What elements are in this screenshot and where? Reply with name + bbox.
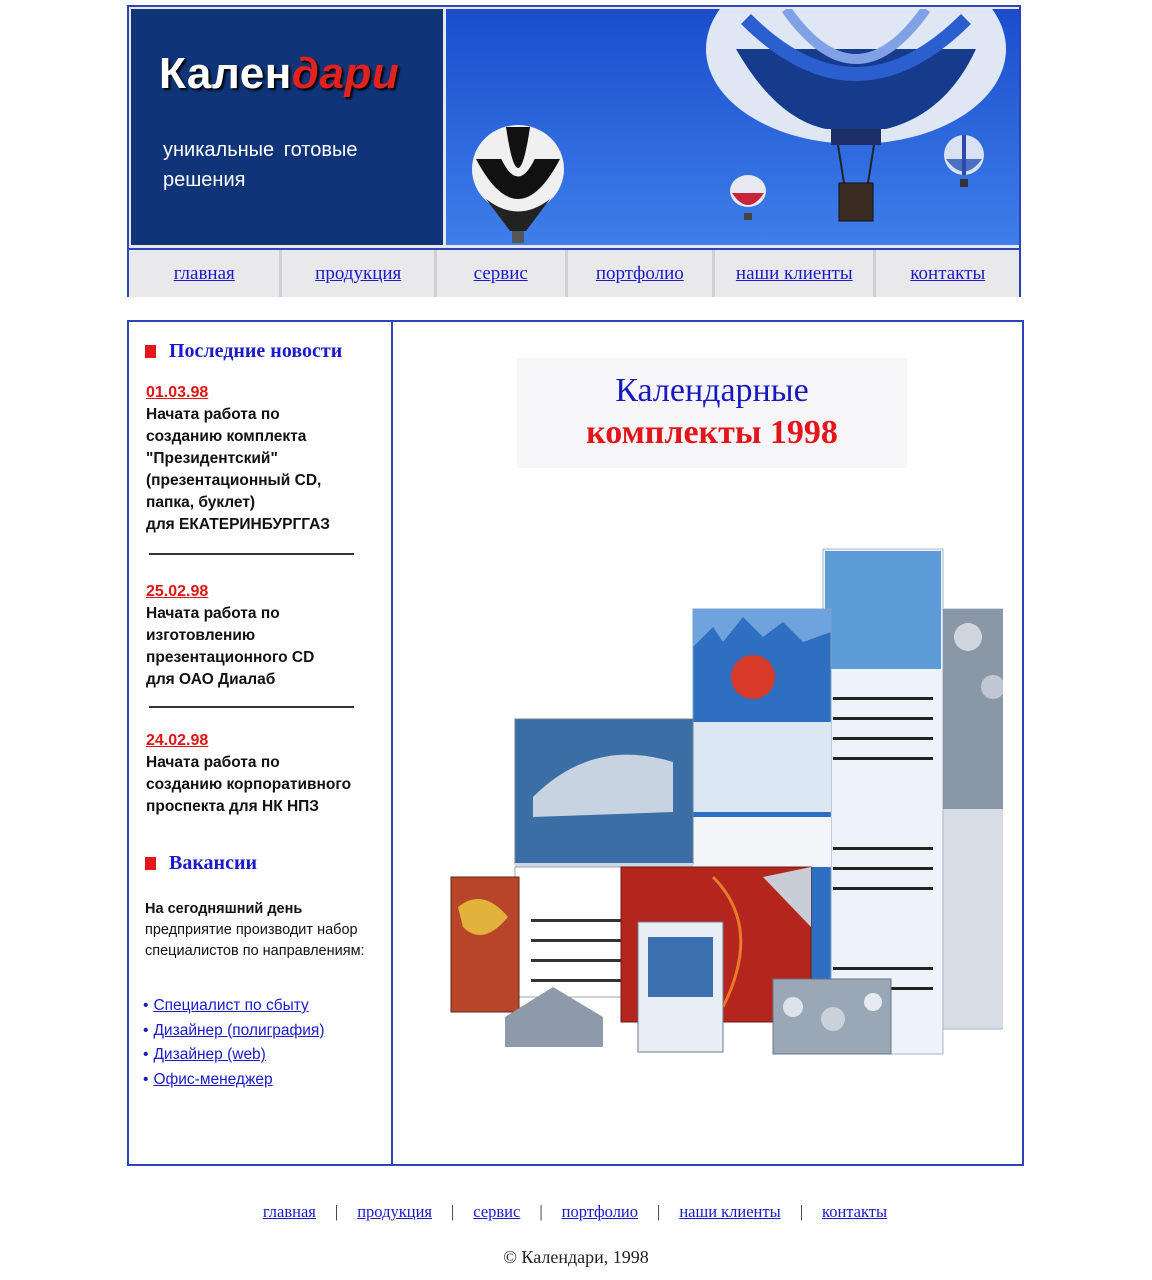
tagline: уникальные готовые решения [163,139,358,191]
vacancy-link[interactable]: Специалист по сбыту [153,997,309,1014]
bullet-icon: • [143,1046,149,1063]
vacancy-link[interactable]: Дизайнер (полиграфия) [153,1021,325,1039]
bullet-icon: • [143,1070,149,1088]
footer-link-contacts[interactable]: контакты [822,1202,888,1221]
nav-link-products[interactable]: продукция [315,262,402,284]
copyright: © Календари, 1998 [503,1247,649,1267]
footer-link-portfolio[interactable]: портфолио [561,1202,639,1221]
footer-link-service[interactable]: сервис [473,1202,521,1221]
main-panel [393,322,1022,1164]
news-item [146,581,376,691]
nav-link-service[interactable]: сервис [473,262,528,284]
nav-cell-service [437,250,568,297]
news-divider [149,553,354,555]
brand-panel [131,9,446,245]
vacancies-heading [145,852,257,875]
news-date-link[interactable]: 24.02.98 [146,732,209,749]
footer-link-products[interactable]: продукция [357,1202,432,1221]
logo-text-white: Кален [159,49,292,98]
site-logo[interactable] [159,49,399,99]
footer-separator: | [657,1202,661,1221]
list-item [143,994,324,1019]
calendar-collage-image[interactable] [423,547,1003,1067]
news-item [146,730,376,818]
nav-link-clients[interactable]: наши клиенты [735,262,853,284]
list-item [143,1019,324,1044]
main-nav [129,248,1019,297]
vacancies-intro-strong: На сегодняшний день [145,901,303,917]
news-date-link[interactable]: 25.02.98 [146,583,209,600]
news-divider [149,706,354,708]
nav-link-contacts[interactable]: контакты [910,262,986,284]
nav-link-home[interactable]: главная [173,262,235,284]
list-item [143,1068,324,1093]
page-headline [517,358,907,468]
nav-cell-products [282,250,436,297]
hot-air-balloons-image [446,9,1019,245]
news-heading [145,340,342,363]
nav-cell-portfolio [568,250,716,297]
news-text: Начата работа по созданию корпоративного проспекта для НК НПЗ [146,754,352,815]
footer-link-home[interactable]: главная [262,1202,316,1221]
red-square-icon [145,345,156,358]
bullet-icon: • [143,1021,149,1039]
vacancies-intro-text: предприятие производит набор специалистов по направлениям: [145,922,365,959]
news-text: Начата работа по изготовлению презентационного CD для ОАО Диалаб [146,605,315,688]
news-item [146,382,376,536]
news-date-link[interactable]: 01.03.98 [146,384,209,401]
headline-line-2: комплекты 1998 [586,414,838,451]
vacancies-list [143,994,324,1092]
footer-link-clients[interactable]: наши клиенты [679,1202,781,1221]
vacancies-intro [145,899,380,962]
footer-separator: | [799,1202,804,1221]
footer-separator: | [450,1202,455,1221]
news-heading-text: Последние новости [169,340,343,362]
nav-link-portfolio[interactable]: портфолио [595,262,684,284]
news-text: Начата работа по созданию комплекта "Президентский" (презентационный CD, папка, буклет) для ЕКАТЕРИНБУРГГАЗ [146,406,330,533]
header-banner [127,5,1021,297]
footer-nav [128,1200,1022,1224]
content-box [127,320,1024,1166]
logo-text-red: дари [291,49,400,98]
list-item [143,1043,324,1068]
nav-cell-home [129,250,282,297]
vacancy-link[interactable]: Дизайнер (web) [153,1046,266,1063]
bullet-icon: • [143,997,149,1014]
nav-cell-contacts [876,250,1019,297]
nav-cell-clients [715,250,876,297]
vacancy-link[interactable]: Офис-менеджер [153,1070,273,1088]
red-square-icon [145,857,156,870]
vacancies-heading-text: Вакансии [169,852,258,874]
left-sidebar [129,322,393,1164]
footer-separator: | [334,1202,339,1221]
footer-separator: | [539,1202,543,1221]
headline-line-1: Календарные [615,372,809,409]
